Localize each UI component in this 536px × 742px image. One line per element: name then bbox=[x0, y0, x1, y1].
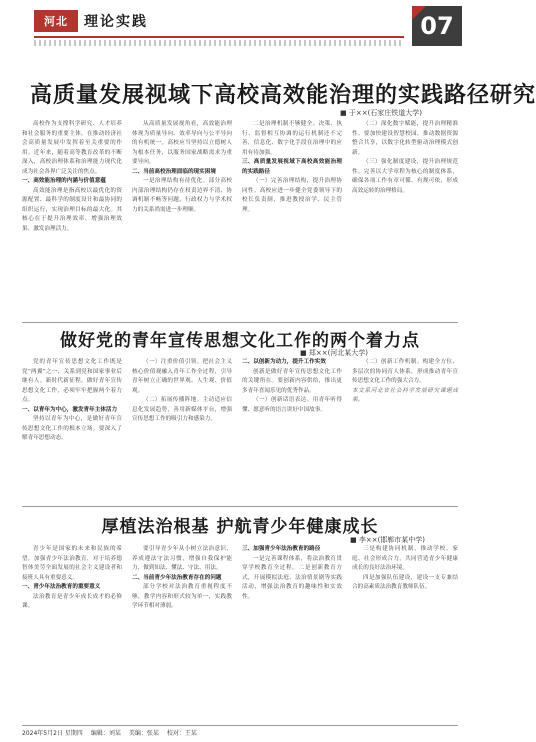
article1-column-3 bbox=[242, 120, 342, 320]
article2-column-4 bbox=[352, 358, 458, 502]
article-separator bbox=[22, 506, 458, 507]
footer-date: 2024年5月2日 星期四 bbox=[22, 729, 83, 737]
article2-column-1 bbox=[22, 358, 122, 502]
footer-editor: 编辑：刘某 bbox=[90, 729, 121, 737]
page-header bbox=[0, 0, 480, 62]
article2-subheading: 一、以青年为中心，激发青年主体活力 bbox=[22, 406, 118, 413]
header-dotted-band bbox=[34, 40, 404, 46]
article3-column-2 bbox=[132, 545, 232, 721]
article1-paragraph: 一是治理结构有待优化。部分高校内部治理结构仍存在权责边界不清、协调机制不畅等问题，行政权力与学术权力的关系尚需进一步理顺。 bbox=[132, 178, 232, 213]
newspaper-logo: 河北 bbox=[34, 10, 78, 32]
page-number: 07 bbox=[412, 6, 462, 46]
article1-paragraph: 从高质量发展视角看，高效能治理体现为质量导向、效率导向与公平导向的有机统一。高校应当坚持以立德树人为根本任务，以服务国家战略需求为重要导向。 bbox=[132, 121, 232, 165]
article3-paragraph: 一是完善课程体系，将法治教育贯穿学校教育全过程。二是创新教育方式，开展模拟法庭、法治情景剧等实践活动，增强法治教育的趣味性和实效性。 bbox=[242, 555, 342, 600]
article2-footnote: 本文系河北省社会科学发展研究课题成果。 bbox=[352, 387, 458, 403]
article2-subheading: 二、以创新为动力，提升工作实效 bbox=[242, 359, 326, 365]
article2-headline: 做好党的青年宣传思想文化工作的两个着力点 bbox=[60, 331, 420, 351]
footer-art-editor: 美编：张某 bbox=[128, 729, 159, 737]
article3-column-4 bbox=[352, 545, 458, 721]
article2-paragraph: 创新是做好青年宣传思想文化工作的关键所在。要创新内容供给，推出更多青年喜闻乐见的优秀作品。 bbox=[242, 368, 342, 394]
article2-column-3 bbox=[242, 358, 342, 502]
article1-paragraph: 高校作为支撑科学研究、人才培养和社会服务的重要主体，在推动经济社会高质量发展中发挥着至关重要的作用。近年来，随着高等教育改革的不断深入，高校治理体系和治理能力现代化成为社会各界广泛关注的焦点。 bbox=[22, 121, 122, 175]
article3-paragraph: 青少年是国家的未来和民族的希望。加强青少年法治教育，对于培养德智体美劳全面发展的社会主义建设者和接班人具有重要意义。 bbox=[22, 546, 122, 581]
article3-paragraph: 部分学校对法治教育重视程度不够，教学内容和形式较为单一，实践教学环节相对薄弱。 bbox=[132, 584, 232, 609]
article3-paragraph: 三是构建协同机制，推动学校、家庭、社会形成合力，共同营造青少年健康成长的良好法治环境。 bbox=[352, 546, 458, 571]
article2-byline: ■ 郑××(河北某大学) bbox=[300, 349, 369, 357]
article3-headline: 厚植法治根基 护航青少年健康成长 bbox=[101, 517, 379, 537]
article1-column-1 bbox=[22, 120, 122, 320]
page-number-corner-mark bbox=[412, 6, 426, 20]
page-footer bbox=[22, 725, 458, 738]
article2-paragraph: 党的青年宣传思想文化工作既是党“两翼”之一，关系到党和国家事业后继有人。新时代新征程，做好青年宣传思想文化工作，必须牢牢把握两个着力点。 bbox=[22, 359, 122, 403]
article2-paragraph: （一）创新话语表达。用青年听得懂、愿意听的语言讲好中国故事。 bbox=[242, 397, 342, 413]
article1-subheading: 二、当前高校治理面临的现实困境 bbox=[132, 168, 216, 175]
article3-paragraph: 法治教育是青少年成长成才的必修课。 bbox=[22, 593, 122, 609]
article1-byline: ■ 于××(石家庄铁道大学) bbox=[340, 109, 423, 117]
article1-paragraph: （三）强化制度建设，提升治理规范性。完善以大学章程为核心的制度体系，确保各项工作有章可循、有规可依，形成高效运转的治理格局。 bbox=[352, 159, 458, 194]
article1-column-4 bbox=[352, 120, 458, 320]
footer-proofreader: 校对：王某 bbox=[166, 729, 197, 737]
header-rule bbox=[34, 36, 404, 38]
article3-byline: ■ 李××(邯郸市某中学) bbox=[350, 536, 426, 544]
article2-paragraph: （二）创新工作机制。构建全方位、多层次的协同育人体系，形成推动青年宣传思想文化工作的强大合力。 bbox=[352, 359, 458, 384]
article3-column-3 bbox=[242, 545, 342, 721]
article3-paragraph: 要引导青少年从小树立法治意识，养成遵法守法习惯，增强自我保护能力，做到知法、懂法、守法、用法。 bbox=[132, 546, 232, 571]
article3-paragraph: 四是加强队伍建设，建设一支专兼结合的高素质法治教育教师队伍。 bbox=[352, 574, 458, 590]
article3-subheading: 二、当前青少年法治教育存在的问题 bbox=[132, 574, 222, 581]
article2-paragraph: 坚持以青年为中心，是做好青年宣传思想文化工作的根本立场。要深入了解青年思想动态。 bbox=[22, 416, 122, 441]
article1-paragraph: 二是治理机制不够健全。决策、执行、监督相互协调的运行机制还不完善，信息化、数字化手段在治理中的应用有待加强。 bbox=[242, 121, 342, 156]
section-title: 理论实践 bbox=[84, 14, 148, 30]
article1-column-2 bbox=[132, 120, 232, 320]
article2-paragraph: （二）拓展传播阵地。主动适应信息化发展趋势，善用新媒体平台，增强宣传思想工作的吸引力和感染力。 bbox=[132, 397, 232, 422]
article3-column-1 bbox=[22, 545, 122, 721]
article1-paragraph: （二）深化数字赋能，提升治理精准性。要加快建设智慧校园，推动数据资源整合共享，以数字化转型驱动治理模式创新。 bbox=[352, 121, 458, 156]
article2-paragraph: （一）注重价值引领。把社会主义核心价值观融入青年工作全过程，引导青年树立正确的世界观、人生观、价值观。 bbox=[132, 359, 232, 394]
article3-subheading: 三、加强青少年法治教育的路径 bbox=[242, 546, 321, 552]
article-separator bbox=[22, 322, 458, 323]
article3-subheading: 一、青少年法治教育的重要意义 bbox=[22, 584, 101, 590]
article1-subheading: 一、高效能治理的内涵与价值意蕴 bbox=[22, 178, 106, 184]
article1-headline: 高质量发展视域下高校高效能治理的实践路径研究 bbox=[30, 83, 536, 108]
article1-paragraph: （一）完善治理结构，提升治理协同性。高校应进一步健全党委领导下的校长负责制，推进教授治学、民主管理。 bbox=[242, 178, 342, 213]
article1-paragraph: 高效能治理是指高校以最优化的资源配置、最科学的制度设计和最协同的组织运行，实现治理目标的最大化。其核心在于提升治理效率、增强治理效果、激发治理活力。 bbox=[22, 187, 122, 232]
article1-subheading: 三、高质量发展视域下高校高效能治理的实践路径 bbox=[242, 159, 342, 175]
article2-column-2 bbox=[132, 358, 232, 502]
